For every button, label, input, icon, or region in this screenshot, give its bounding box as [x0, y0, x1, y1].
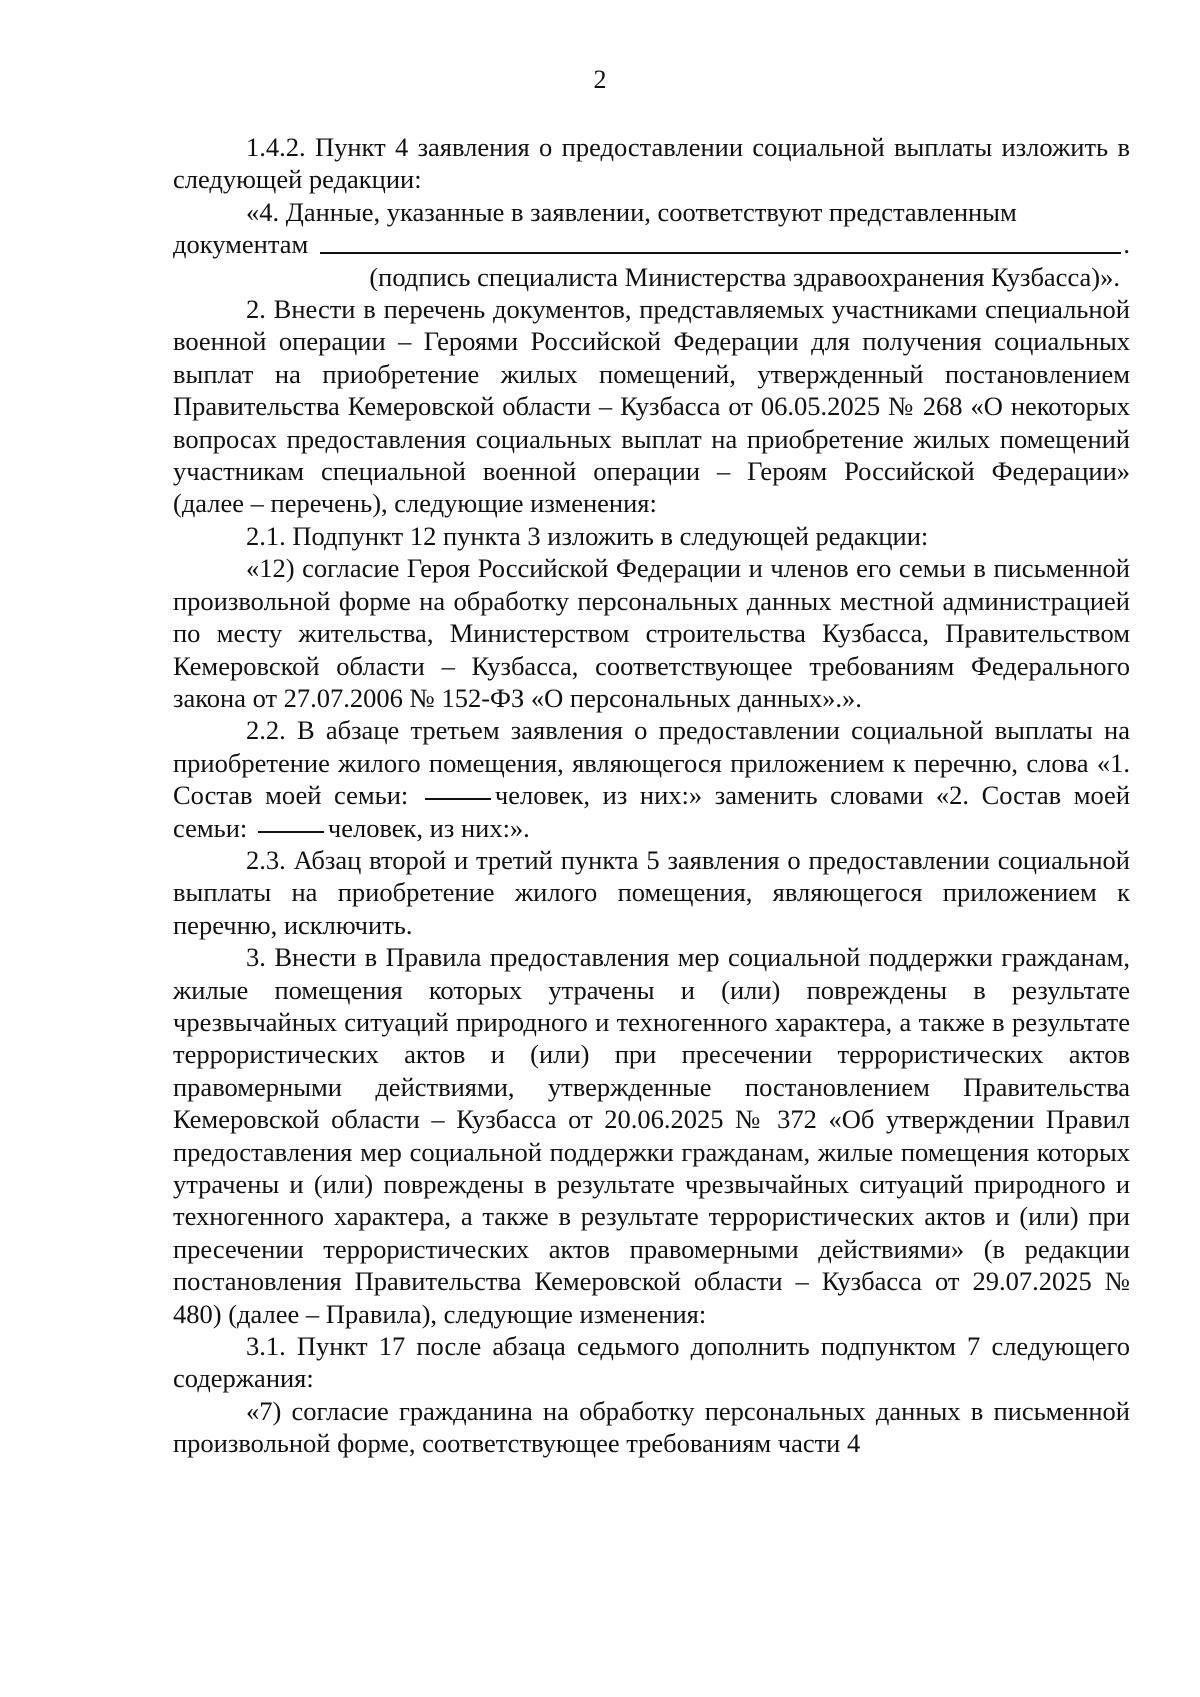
paragraph-quote-7: «7) согласие гражданина на обработку персональных данных в письменной произвольной форме, соответствующее требованиям части 4: [173, 1395, 1130, 1459]
blank-field-1: [425, 798, 491, 800]
signature-caption: (подпись специалиста Министерства здравоохранения Кузбасса)».: [369, 261, 1120, 292]
signature-line-row: [173, 228, 1130, 260]
paragraph-2: 2. Внести в перечень документов, представляемых участниками специальной военной операции – Героями Российской Федерации для получения социальных выплат на приобретение жилых помещений, утвержденный постановлением Правительства Кемеровской области – Кузбасса от 06.05.2025 № 268 «О некоторых вопросах предоставления социальных выплат на приобретение жилых помещений участникам специальной военной операции – Героям Российской Федерации» (далее – перечень), следующие изменения:: [173, 294, 1130, 519]
signature-blank-line: [320, 251, 1121, 254]
blank-field-2: [258, 831, 324, 833]
paragraph-2-2: [173, 714, 1130, 844]
signature-line-period: .: [1123, 229, 1130, 260]
paragraph-3-1: 3.1. Пункт 17 после абзаца седьмого дополнить подпунктом 7 следующего содержания:: [173, 1331, 1130, 1394]
paragraph-quote-4: «4. Данные, указанные в заявлении, соответствуют представленным: [246, 196, 1017, 227]
paragraph-quote-12: «12) согласие Героя Российской Федерации и членов его семьи в письменной произвольной форме на обработку персональных данных местной администрацией по месту жительства, Министерством строительства Кузбасса, Правительством Кемеровской области – Кузбасса, соответствующее требованиям Федерального закона от 27.07.2006 № 152-ФЗ «О персональных данных».».: [173, 553, 1130, 713]
paragraph-2-2-part-a: 2.2. В абзаце третьем заявления о предоставлении социальной выплаты на приобретение жилого помещения, являющегося приложением к перечню, слова «1. Состав моей семьи:: [173, 715, 1130, 811]
paragraph-2-1: 2.1. Подпункт 12 пункта 3 изложить в следующей редакции:: [246, 520, 929, 551]
document-body: [173, 131, 1130, 1460]
paragraph-2-3: 2.3. Абзац второй и третий пункта 5 заявления о предоставлении социальной выплаты на приобретение жилого помещения, являющегося приложением к перечню, исключить.: [173, 844, 1130, 940]
paragraph-2-2-part-b: человек, из них:» заменить словами «2. Состав моей семьи:: [173, 780, 1130, 843]
paragraph-2-2-part-c: человек, из них:».: [327, 812, 530, 843]
paragraph-3: 3. Внести в Правила предоставления мер социальной поддержки гражданам, жилые помещения которых утрачены и (или) повреждены в результате чрезвычайных ситуаций природного и техногенного характера, а также в результате террористических актов и (или) при пресечении террористических актов правомерными действиями, утвержденные постановлением Правительства Кемеровской области – Кузбасса от 20.06.2025 № 372 «Об утверждении Правил предоставления мер социальной поддержки гражданам, жилые помещения которых утрачены и (или) повреждены в результате чрезвычайных ситуаций природного и техногенного характера, а также в результате террористических актов и (или) при пресечении террористических актов правомерными действиями» (в редакции постановления Правительства Кемеровской области – Кузбасса от 29.07.2025 № 480) (далее – Правила), следующие изменения:: [173, 942, 1130, 1329]
page-number: 2: [593, 65, 607, 94]
paragraph-1-4-2: 1.4.2. Пункт 4 заявления о предоставлении социальной выплаты изложить в следующей редакции:: [173, 132, 1130, 195]
documents-word: документам: [173, 229, 309, 260]
